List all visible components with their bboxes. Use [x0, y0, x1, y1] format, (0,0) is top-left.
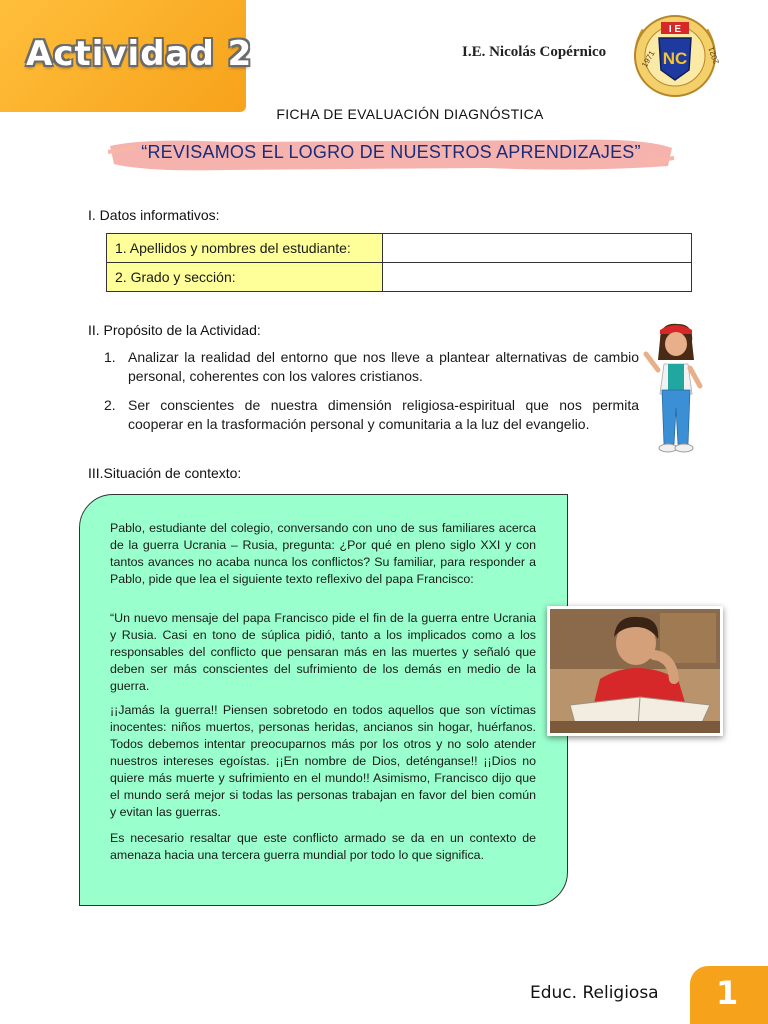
school-seal-logo [626, 10, 724, 102]
seal-initials-top: I E [668, 24, 682, 35]
activity-title: Actividad 2 [26, 34, 253, 74]
seal-initials-center: NC [662, 49, 688, 68]
main-title-banner [106, 136, 676, 172]
main-title: “REVISAMOS EL LOGRO DE NUESTROS APRENDIZAJES” [141, 142, 641, 162]
grade-section-field[interactable] [383, 263, 692, 292]
table-row [107, 234, 692, 263]
purpose-item [104, 348, 639, 386]
context-paragraph: ¡¡Jamás la guerra!! Piensen sobretodo en todos aquellos que son víctimas inocentes: niños muertos, personas heridas, ancianos sin hogar, huérfanos. Todos debemos intentar preocuparnos más por los otros y no solo atender nuestros intereses egoístas. ¡¡En nombre de Dios, deténganse!! ¡¡Dios no quiere más muerte y sufrimiento en el mundo!! Asimismo, Francisco dijo que el mundo será mejor si todas las personas trabajan en favor del bien común y evitan las guerras. [110, 703, 536, 819]
table-row [107, 263, 692, 292]
girl-illustration [638, 320, 712, 456]
purpose-text: Ser conscientes de nuestra dimensión religiosa-espiritual que nos permita cooperar en la trasformación personal y comunitaria a la luz del evangelio. [128, 397, 639, 432]
page-number: 1 [716, 974, 739, 1012]
purpose-item [104, 396, 639, 434]
grade-section-label: 2. Grado y sección: [107, 263, 383, 292]
seal-year-right: 2021 [706, 45, 722, 66]
footer-subject: Educ. Religiosa [530, 983, 659, 1003]
section-heading-datos: I. Datos informativos: [88, 207, 220, 223]
context-paragraph: “Un nuevo mensaje del papa Francisco pide el fin de la guerra entre Ucrania y Rusia. Casi en tono de súplica pidió, tanto a los implicados como a los responsables del conflicto que pensaran más en las muertes y señaló que deben ser más conscientes del sufrimiento de los demás en medio de la guerra. [110, 611, 536, 693]
student-name-label: 1. Apellidos y nombres del estudiante: [107, 234, 383, 263]
purpose-number: 2. [104, 397, 116, 413]
section-heading-contexto: III.Situación de contexto: [88, 465, 242, 481]
student-name-field[interactable] [383, 234, 692, 263]
purpose-text: Analizar la realidad del entorno que nos lleve a plantear alternativas de cambio personal, coherentes con los valores cristianos. [128, 349, 639, 384]
context-paragraph: Pablo, estudiante del colegio, conversando con uno de sus familiares acerca de la guerra Ucrania – Rusia, pregunta: ¿Por qué en pleno siglo XXI y con tantos avances no acaba nunca los conflictos? Su familiar, para responder a Pablo, pide que lea el siguiente texto reflexivo del papa Francisco: [110, 521, 536, 586]
section-heading-proposito: II. Propósito de la Actividad: [88, 322, 261, 338]
seal-year-left: 1971 [639, 49, 657, 69]
student-reading-photo [547, 606, 723, 736]
student-info-table [106, 233, 692, 292]
document-subtitle: FICHA DE EVALUACIÓN DIAGNÓSTICA [276, 106, 544, 122]
purpose-number: 1. [104, 349, 116, 365]
context-paragraph: Es necesario resaltar que este conflicto armado se da en un contexto de amenaza hacia una tercera guerra mundial por todo lo que significa. [110, 831, 536, 862]
school-name: I.E. Nicolás Copérnico [462, 44, 607, 60]
